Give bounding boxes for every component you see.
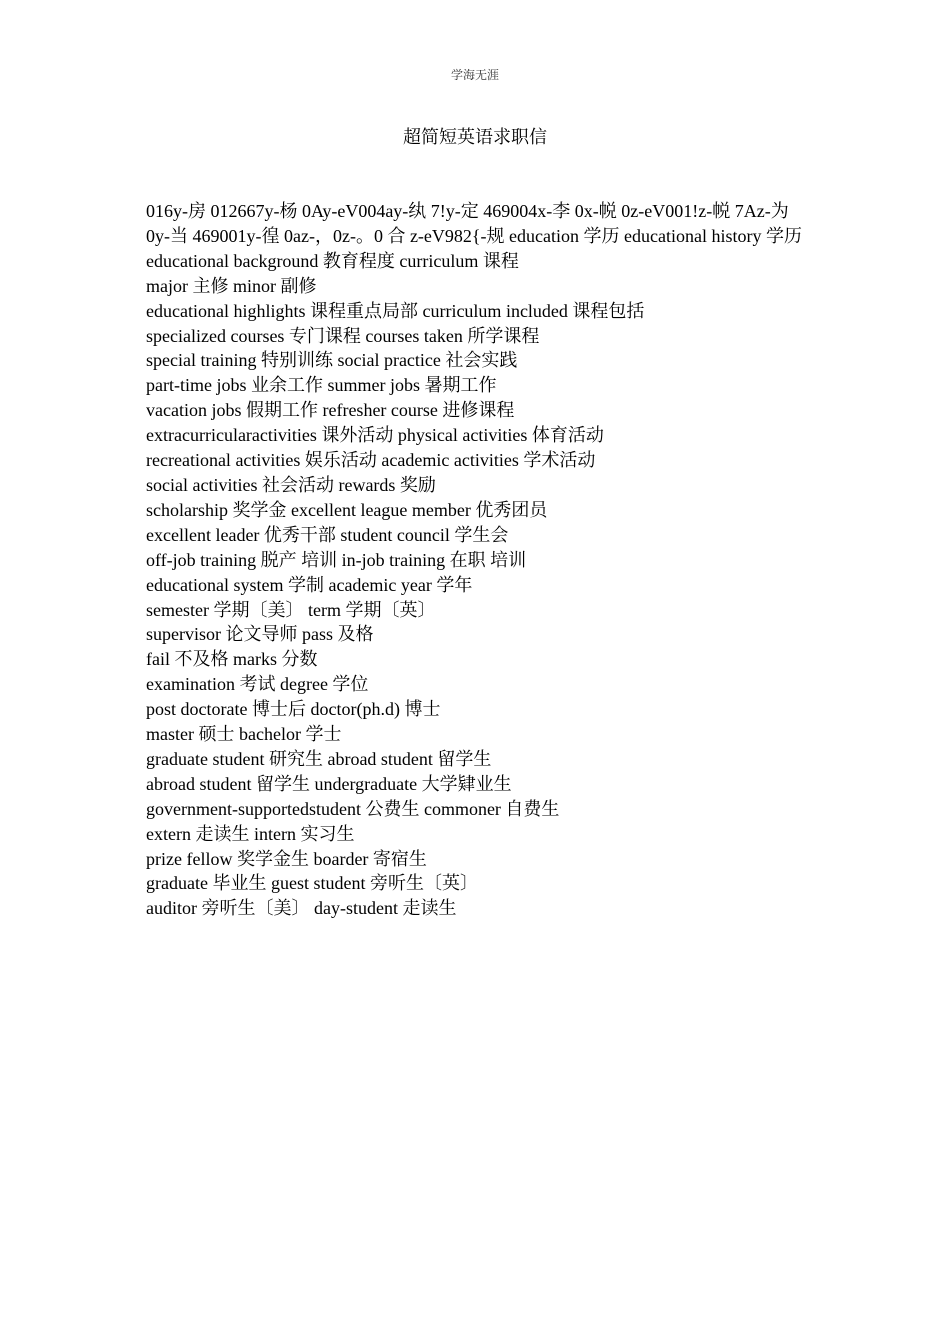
vocabulary-line: scholarship 奖学金 excellent league member 优秀团员 [146,499,548,520]
vocabulary-line: specialized courses 专门课程 courses taken 所学课程 [146,325,540,346]
vocabulary-line: special training 特别训练 social practice 社会实践 [146,350,518,371]
vocabulary-line: educational background 教育程度 curriculum 课程 [146,250,519,271]
vocabulary-line: government-supportedstudent 公费生 commoner 自费生 [146,798,560,819]
vocabulary-line: graduate student 研究生 abroad student 留学生 [146,748,492,769]
vocabulary-line: examination 考试 degree 学位 [146,674,369,695]
vocabulary-line: off-job training 脱产 培训 in-job training 在职 培训 [146,549,527,570]
vocabulary-line: educational system 学制 academic year 学年 [146,574,473,595]
vocabulary-line: graduate 毕业生 guest student 旁听生〔英〕 [146,873,478,894]
vocabulary-list [146,249,811,921]
intro-paragraph: 016y-房 012667y-杨 0Ay-eV004ay-纨 7!y-定 469004x-李 0x-帨 0z-eV001!z-帨 7Az-为 0y-当 469001y-徨 0az-，0z-。0 合 z-eV982{-规 education 学历 educational history 学历 [146,201,802,246]
vocabulary-line: auditor 旁听生〔美〕 day-student 走读生 [146,898,457,919]
document-body [146,199,811,921]
vocabulary-line: excellent leader 优秀干部 student council 学生会 [146,524,509,545]
vocabulary-line: part-time jobs 业余工作 summer jobs 暑期工作 [146,375,497,396]
vocabulary-line: fail 不及格 marks 分数 [146,649,318,670]
vocabulary-line: extracurricularactivities 课外活动 physical activities 体育活动 [146,425,604,446]
vocabulary-line: major 主修 minor 副修 [146,275,317,296]
vocabulary-line: post doctorate 博士后 doctor(ph.d) 博士 [146,699,441,720]
document-title: 超简短英语求职信 [403,127,547,148]
vocabulary-line: recreational activities 娱乐活动 academic activities 学术活动 [146,450,596,471]
vocabulary-line: social activities 社会活动 rewards 奖励 [146,474,436,495]
page-header: 学海无涯 [450,68,499,82]
vocabulary-line: semester 学期〔美〕 term 学期〔英〕 [146,599,436,620]
vocabulary-line: master 硕士 bachelor 学士 [146,724,342,745]
vocabulary-line: supervisor 论文导师 pass 及格 [146,624,374,645]
vocabulary-line: educational highlights 课程重点局部 curriculum included 课程包括 [146,300,645,321]
vocabulary-line: vacation jobs 假期工作 refresher course 进修课程 [146,400,515,421]
vocabulary-line: prize fellow 奖学金生 boarder 寄宿生 [146,848,427,869]
vocabulary-line: abroad student 留学生 undergraduate 大学肄业生 [146,773,512,794]
vocabulary-line: extern 走读生 intern 实习生 [146,823,355,844]
